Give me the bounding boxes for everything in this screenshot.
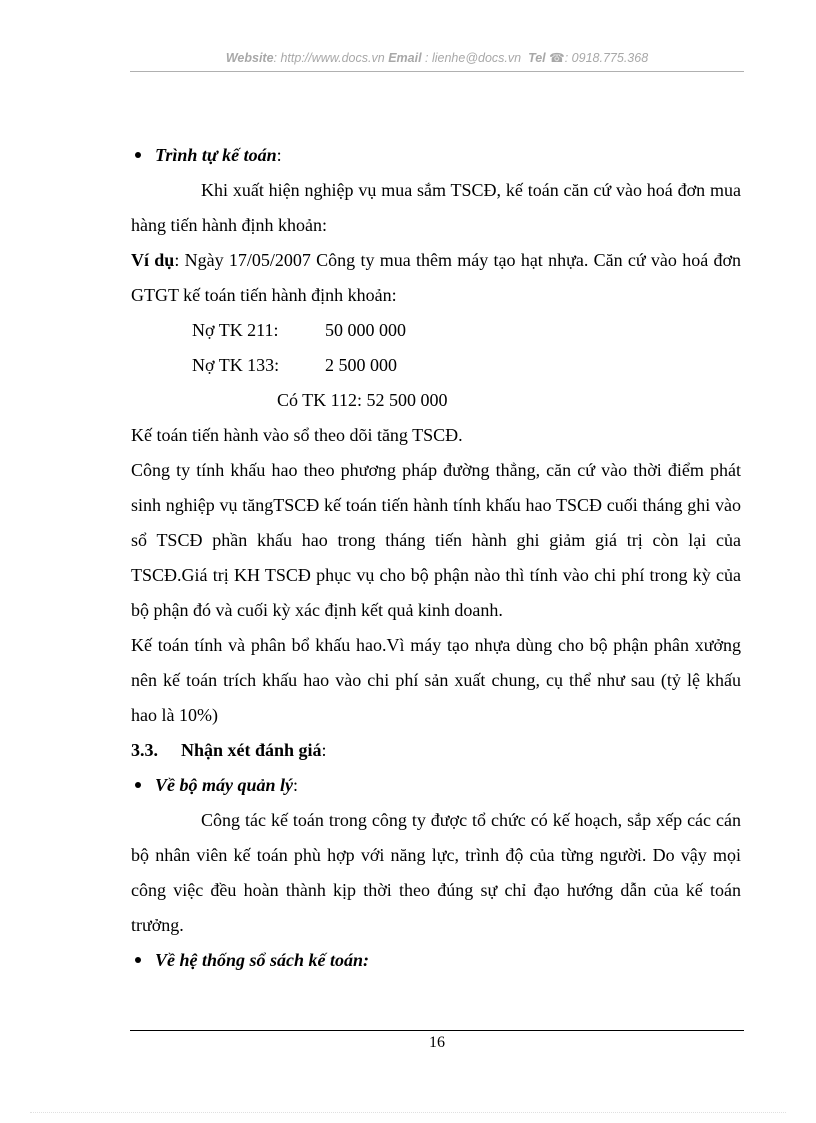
example-label: Ví dụ [131, 250, 175, 270]
page-header [130, 50, 744, 65]
journal-entry-debit-211 [131, 313, 741, 348]
example-text: : Ngày 17/05/2007 Công ty mua thêm máy tạo hạt nhựa. Căn cứ vào hoá đơn GTGT kế toán tiến hành định khoản: [131, 250, 741, 305]
paragraph-depreciation-method: Công ty tính khấu hao theo phương pháp đường thẳng, căn cứ vào thời điểm phát sinh nghiệp vụ tăngTSCĐ kế toán tiến hành tính khấu hao TSCĐ cuối tháng ghi vào sổ TSCĐ phần khấu hao trong tháng tiến hành ghi giảm giá trị còn lại của TSCĐ.Giá trị KH TSCĐ phục vụ cho bộ phận nào thì tính vào chi phí trong kỳ của bộ phận đó và cuối kỳ xác định kết quả kinh doanh. [131, 460, 741, 620]
tel-label: Tel [528, 51, 546, 65]
bullet-title: Về hệ thống sổ sách kế toán: [155, 950, 370, 970]
paragraph-ledger: Kế toán tiến hành vào sổ theo dõi tăng TSCĐ. [131, 425, 463, 445]
header-divider [130, 71, 744, 72]
bullet-dot-icon [135, 152, 141, 158]
website-value: : http://www.docs.vn [273, 51, 385, 65]
email-value: : lienhe@docs.vn [421, 51, 522, 65]
bullet-title: Trình tự kế toán [155, 145, 277, 165]
section-number: 3.3. [131, 740, 158, 760]
website-label: Website [225, 51, 274, 65]
entry-account: Nợ TK 133: [192, 355, 280, 375]
bullet-heading-management [131, 768, 741, 803]
section-title: Nhận xét đánh giá [181, 740, 322, 760]
section-colon: : [321, 740, 327, 760]
journal-entry-credit-112: Có TK 112: 52 500 000 [277, 390, 448, 410]
bullet-heading-ledger-system [131, 943, 741, 978]
page-number: 16 [429, 1034, 445, 1051]
paragraph-example [131, 243, 741, 313]
tel-value: : 0918.775.368 [564, 51, 649, 65]
bullet-colon: : [276, 145, 282, 165]
bullet-dot-icon [135, 782, 141, 788]
page-bottom-border [30, 1112, 786, 1113]
section-heading-3-3 [131, 733, 741, 768]
entry-account: Nợ TK 211: [192, 320, 279, 340]
email-label: Email [388, 51, 422, 65]
footer-divider [130, 1030, 744, 1031]
bullet-dot-icon [135, 957, 141, 963]
paragraph-purchase: Khi xuất hiện nghiệp vụ mua sắm TSCĐ, kế toán căn cứ vào hoá đơn mua hàng tiến hành định khoản: [131, 180, 741, 235]
bullet-title: Về bộ máy quản lý [155, 775, 293, 795]
paragraph-management: Công tác kế toán trong công ty được tổ chức có kế hoạch, sắp xếp các cán bộ nhân viên kế toán phù hợp với năng lực, trình độ của từng người. Do vậy mọi công việc đều hoàn thành kịp thời theo đúng sự chỉ đạo hướng dẫn của kế toán trưởng. [131, 810, 741, 935]
paragraph-depreciation-allocation: Kế toán tính và phân bổ khấu hao.Vì máy tạo nhựa dùng cho bộ phận phân xưởng nên kế toán trích khấu hao vào chi phí sản xuất chung, cụ thể như sau (tỷ lệ khấu hao là 10%) [131, 635, 741, 725]
bullet-heading-accounting-sequence [131, 138, 741, 173]
entry-amount: 50 000 000 [325, 320, 406, 340]
page-content [131, 138, 741, 978]
phone-icon: ☎ [549, 51, 565, 65]
journal-entry-debit-133 [131, 348, 741, 383]
bullet-colon: : [293, 775, 299, 795]
entry-amount: 2 500 000 [325, 355, 397, 375]
